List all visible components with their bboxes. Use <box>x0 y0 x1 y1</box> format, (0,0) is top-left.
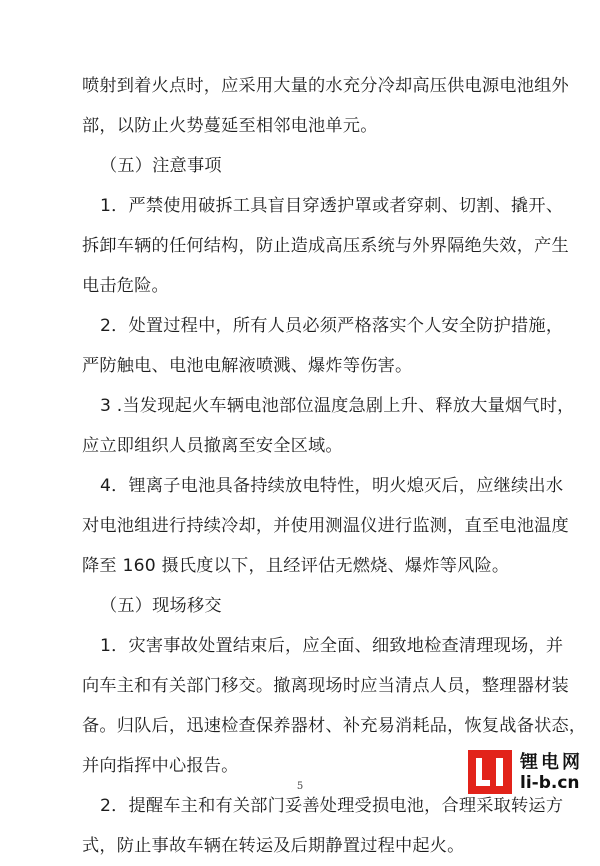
body-line: 拆卸车辆的任何结构，防止造成高压系统与外界隔绝失效，产生 <box>82 236 569 256</box>
watermark-title: 锂电网 <box>520 752 583 773</box>
watermark <box>468 748 594 796</box>
body-line: 应立即组织人员撤离至安全区域。 <box>82 436 343 456</box>
body-line: 严防触电、电池电解液喷溅、爆炸等伤害。 <box>82 356 413 376</box>
body-line: 1．灾害事故处置结束后，应全面、细致地检查清理现场，并 <box>100 636 564 656</box>
body-line: 降至 160 摄氏度以下，且经评估无燃烧、爆炸等风险。 <box>82 556 510 576</box>
watermark-url: li-b.cn <box>520 773 580 793</box>
body-line: 式，防止事故车辆在转运及后期静置过程中起火。 <box>82 836 465 856</box>
body-line: 对电池组进行持续冷却，并使用测温仪进行监测，直至电池温度 <box>82 516 569 536</box>
body-line: 备。归队后，迅速检查保养器材、补充易消耗品，恢复战备状态， <box>82 716 587 736</box>
body-line: 1．严禁使用破拆工具盲目穿透护罩或者穿刺、切割、撬开、 <box>100 196 564 216</box>
section-heading: （五）注意事项 <box>100 156 222 176</box>
body-line: 电击危险。 <box>82 276 169 296</box>
body-line: 2．提醒车主和有关部门妥善处理受损电池，合理采取转运方 <box>100 796 564 816</box>
page-number: 5 <box>296 781 304 792</box>
document-body <box>82 66 587 866</box>
lithium-battery-logo-icon <box>468 750 512 794</box>
body-line: 2．处置过程中，所有人员必须严格落实个人安全防护措施， <box>100 316 564 336</box>
body-line: 3 .当发现起火车辆电池部位温度急剧上升、释放大量烟气时， <box>100 396 575 416</box>
section-heading: （五）现场移交 <box>100 596 222 616</box>
body-line: 向车主和有关部门移交。撤离现场时应当清点人员，整理器材装 <box>82 676 569 696</box>
body-line: 喷射到着火点时，应采用大量的水充分冷却高压供电源电池组外 <box>82 76 569 96</box>
body-line: 并向指挥中心报告。 <box>82 756 239 776</box>
body-line: 4．锂离子电池具备持续放电特性，明火熄灭后，应继续出水 <box>100 476 564 496</box>
body-line: 部，以防止火势蔓延至相邻电池单元。 <box>82 116 378 136</box>
